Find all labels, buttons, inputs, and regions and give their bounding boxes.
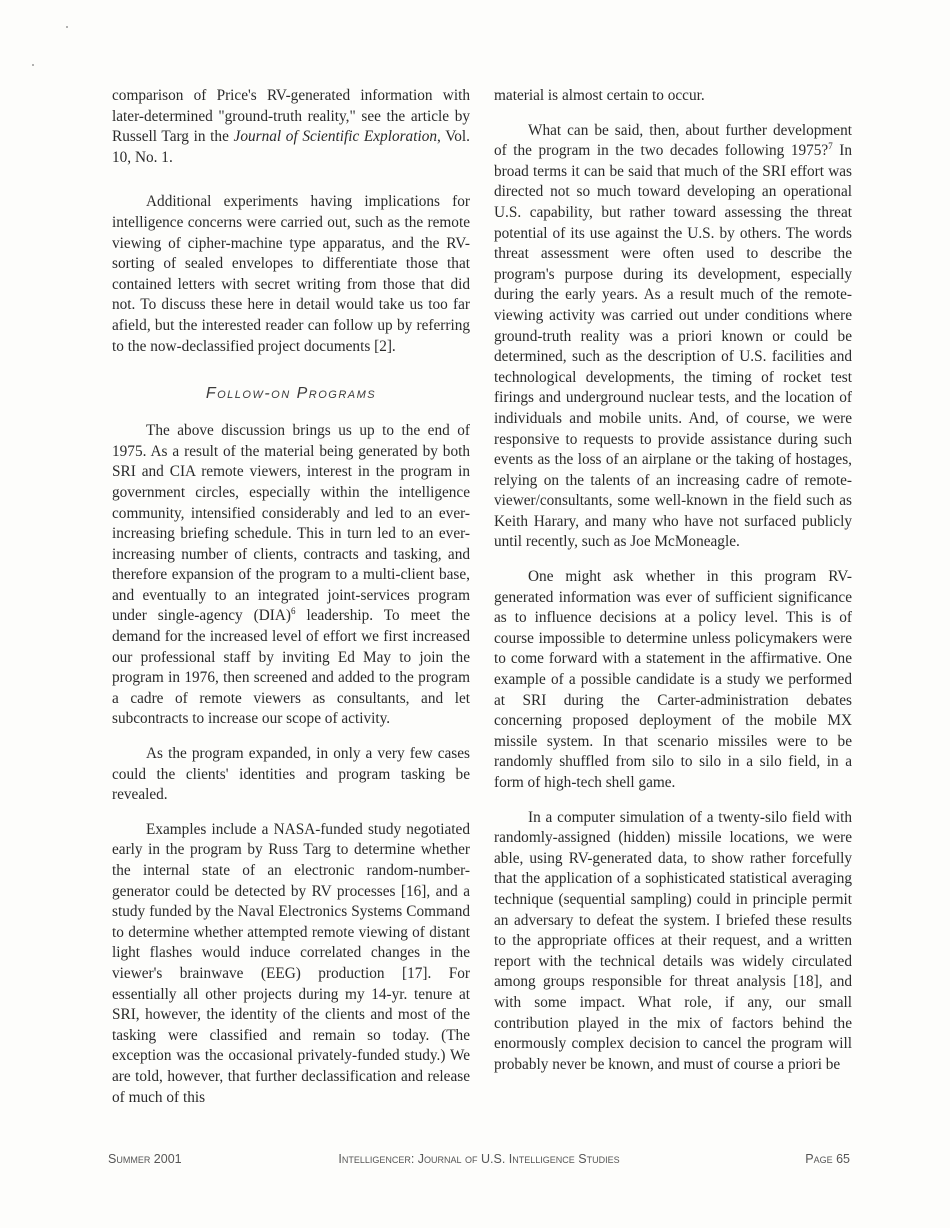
paragraph: In a computer simulation of a twenty-silo field with randomly-assigned (hidden) missile locations, we were able, using RV-generated data, to show rather forcefully that the application of a sophisticated statistical averaging technique (sequential sampling) could in principle permit an adversary to defeat the system. I briefed these results to the appropriate offices at their request, and a written report with the technical details was widely circulated among groups responsible for threat analysis [18], and with some impact. What role, if any, our small contribution played in the mix of factors behind the enormously complex decision to cancel the program will probably never be known, and must of course a priori be	[494, 808, 852, 1073]
paragraph: As the program expanded, in only a very few cases could the clients' identities and program tasking be revealed.	[112, 745, 470, 804]
footnote-ref: 6	[291, 606, 296, 617]
paragraph: material is almost certain to occur.	[494, 87, 705, 104]
footer-issue: Summer 2001	[108, 1152, 182, 1166]
paragraph: Additional experiments having implications for intelligence concerns were carried out, such as the remote viewing of cipher-machine type apparatus, and the RV-sorting of sealed envelopes to differentiate those that contained letters with secret writing from those that did not. To discuss these here in detail would take us too far afield, but the interested reader can follow up by referring to the now-declassified project documents [2].	[112, 193, 470, 355]
paragraph: One might ask whether in this program RV-generated information was ever of sufficient significance as to influence decisions at a policy level. This is of course impossible to determine unless policymakers were to come forward with a statement in the affirmative. One example of a possible candidate is a study we performed at SRI during the Carter-administration debates concerning proposed deployment of the mobile MX missile system. In that scenario missiles were to be randomly shuffled from silo to silo in a silo field, in a form of high-tech shell game.	[494, 568, 852, 791]
paragraph: comparison of Price's RV-generated information with later-determined "ground-truth reality," see the article by Russell Targ in the Journal of Scientific Exploration, Vol. 10, No. 1.	[112, 87, 471, 166]
footer-page-number: Page 65	[805, 1152, 850, 1166]
left-column	[112, 86, 470, 1108]
paragraph: The above discussion brings us up to the end of 1975. As a result of the material being generated by both SRI and CIA remote viewers, interest in the program in government circles, especially within the intelligence community, intensified considerably and led to an ever-increasing briefing schedule. This in turn led to an ever-increasing number of clients, contracts and tasking, and therefore expansion of the program to a multi-client base, and eventually to an integrated joint-services program under single-agency (DIA)$^6$ leadership. To meet the demand for the increased level of effort we first increased our professional staff by inviting Ed May to join the program in 1976, then screened and added to the program a cadre of remote viewers as consultants, and let subcontracts to increase our scope of activity.	[112, 422, 470, 728]
paragraph: Examples include a NASA-funded study negotiated early in the program by Russ Targ to determine whether the internal state of an electronic random-number-generator could be detected by RV processes [16], and a study funded by the Naval Electronics Systems Command to determine whether attempted remote viewing of distant light flashes would induce correlated changes in the viewer's brainwave (EEG) production [17]. For essentially all other projects during my 14-yr. tenure at SRI, however, the identity of the clients and most of the tasking were classified and remain so today. (The exception was the occasional privately-funded study.) We are told, however, that further declassification and release of much of this	[112, 820, 470, 1106]
scan-speck	[32, 64, 34, 66]
paragraph: What can be said, then, about further development of the program in the two decades following 1975?$^7$ In broad terms it can be said that much of the SRI effort was directed not so much toward developing an operational U.S. capability, but rather toward assessing the threat potential of its use against the U.S. by others. The words threat assessment were often used to describe the program's purpose during its development, especially during the early years. As a result much of the remote-viewing activity was carried out under conditions where ground-truth reality was a priori known or could be determined, such as the description of U.S. facilities and technological developments, the timing of rocket test firings and underground nuclear tests, and the location of individuals and mobile units. And, of course, we were responsive to requests to provide assistance during such events as the loss of an airplane or the taking of hostages, relying on the talents of an increasing cadre of remote-viewer/consultants, some well-known in the field such as Keith Harary, and many who have not surfaced publicly until recently, such as Joe McMoneagle.	[494, 121, 852, 551]
footer-journal: Intelligencer: Journal of U.S. Intelligence Studies	[338, 1152, 620, 1166]
footnote-ref: 7	[828, 141, 833, 152]
journal-title: Journal of Scientific Exploration	[233, 128, 437, 146]
scan-speck	[66, 26, 68, 28]
section-heading: Follow-on Programs	[205, 385, 377, 403]
right-column	[494, 86, 852, 1075]
